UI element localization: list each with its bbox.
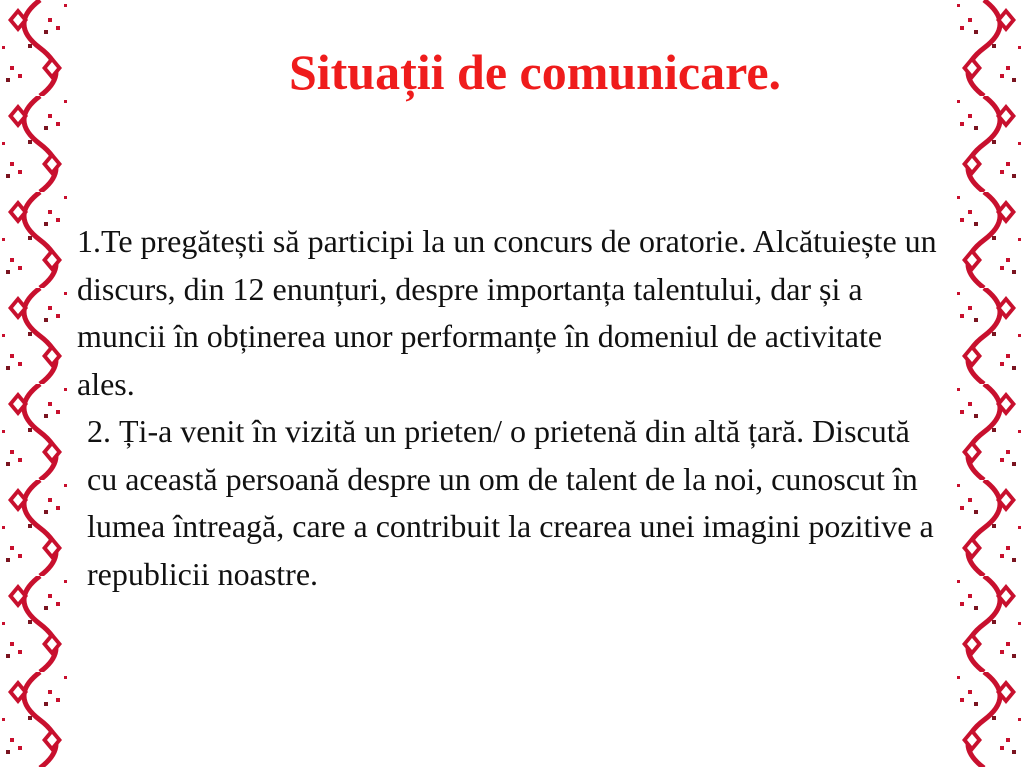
situation-2-paragraph: 2. Ți-a venit în vizită un prieten/ o prietenă din altă țară. Discută cu această persoană despre un om de talent de la noi, cunoscut în lumea întreagă, care a contribuit la crearea unei imagini pozitive a republicii noastre. [87,413,934,592]
left-embroidery-border [0,0,70,767]
situation-1-paragraph: 1.Te pregătești să participi la un concurs de oratorie. Alcătuiește un discurs, din 12 enunțuri, despre importanța talentului, dar și a muncii în obținerea unor performanțe în domeniul de activitate ales. [77,223,937,402]
slide-title: Situații de comunicare. [288,44,782,100]
right-embroidery-border [954,0,1024,767]
slide-body [77,218,947,598]
